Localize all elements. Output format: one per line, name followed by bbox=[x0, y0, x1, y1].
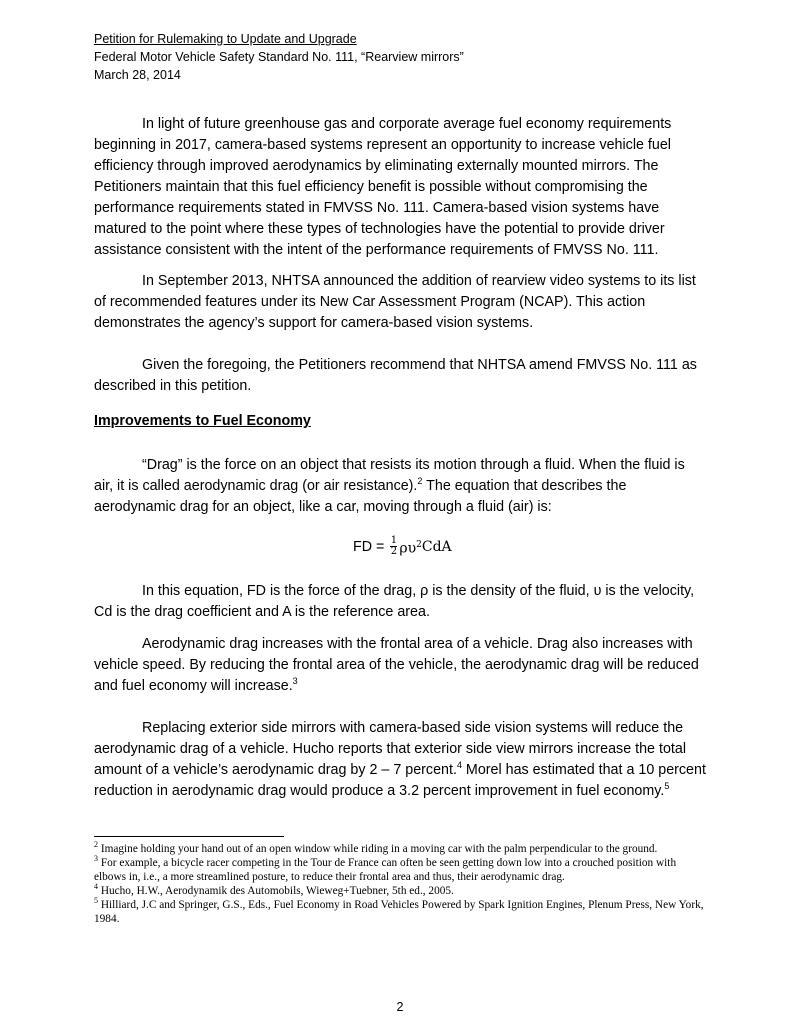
footnote-ref-3[interactable]: 3 bbox=[292, 676, 298, 687]
footnote-ref-5[interactable]: 5 bbox=[664, 781, 670, 792]
footnote-2: $^2$ Imagine holding your hand out of an open window while riding in a moving car with the palm perpendicular to the ground. bbox=[94, 840, 658, 855]
paragraph-frontal-area bbox=[94, 634, 706, 697]
footnote-5: $^5$ Hilliard, J.C and Springer, G.S., Eds., Fuel Economy in Road Vehicles Powered by Spark Ignition Engines, Plenum Press, New York, 1984. bbox=[94, 896, 704, 925]
page-header bbox=[94, 30, 464, 84]
page-number: 2 bbox=[396, 1000, 404, 1014]
header-subtitle: Federal Motor Vehicle Safety Standard No. 111, “Rearview mirrors” bbox=[94, 50, 464, 64]
paragraph-side-mirrors bbox=[94, 718, 706, 802]
section-heading: Improvements to Fuel Economy bbox=[94, 413, 311, 429]
equation-cda: CdA bbox=[421, 538, 452, 555]
equation-fraction bbox=[390, 536, 397, 557]
fraction-denominator: 2 bbox=[390, 546, 398, 558]
footnotes bbox=[94, 842, 706, 926]
drag-text-a: “Drag” is the force on an object that resists its motion through a fluid. When the fluid is air, it is called aerodynamic drag (or air resistance). bbox=[94, 457, 685, 494]
equation-lhs: FD = bbox=[353, 538, 385, 555]
header-title: Petition for Rulemaking to Update and Upgrade bbox=[94, 32, 357, 46]
drag-equation bbox=[353, 535, 452, 559]
footnote-ref-2[interactable]: 2 bbox=[417, 476, 423, 487]
side-mirrors-text-b: Morel has estimated that a 10 percent reduction in aerodynamic drag would produce a 3.2 percent improvement in fuel economy. bbox=[94, 762, 706, 799]
footnote-4: $^4$ Hucho, H.W., Aerodynamik des Automobils, Wieweg+Tuebner, 5th ed., 2005. bbox=[94, 882, 454, 897]
footnote-3: $^3$ For example, a bicycle racer competing in the Tour de France can often be seen getting down low into a crouched position with elbows in, i.e., a more streamlined posture, to reduce their frontal area and thus, their aerodynamic drag. bbox=[94, 854, 677, 883]
frontal-area-text: Aerodynamic drag increases with the frontal area of a vehicle. Drag also increases with vehicle speed. By reducing the frontal area of the vehicle, the aerodynamic drag will be reduced and fuel economy will increase. bbox=[94, 636, 699, 694]
footnote-ref-4[interactable]: 4 bbox=[456, 760, 462, 771]
paragraph-ncap: In September 2013, NHTSA announced the addition of rearview video systems to its list of recommended features under its New Car Assessment Program (NCAP). This action demonstrates the agency’s support for camera-based vision systems. bbox=[94, 273, 696, 331]
paragraph-drag-definition bbox=[94, 455, 706, 518]
drag-text-b: The equation that describes the aerodynamic drag for an object, like a car, moving through a fluid (air) is: bbox=[94, 478, 627, 515]
header-date: March 28, 2014 bbox=[94, 68, 181, 82]
paragraph-equation-explanation: In this equation, FD is the force of the drag, ρ is the density of the fluid, υ is the velocity, Cd is the drag coefficient and A is the reference area. bbox=[94, 583, 695, 620]
fraction-numerator: 1 bbox=[390, 535, 398, 547]
paragraph-recommendation: Given the foregoing, the Petitioners recommend that NHTSA amend FMVSS No. 111 as described in this petition. bbox=[94, 357, 697, 394]
equation-rho-u: $\rho\upsilon^2$ bbox=[399, 540, 422, 557]
paragraph-fuel-requirements: In light of future greenhouse gas and corporate average fuel economy requirements beginning in 2017, camera-based systems represent an opportunity to increase vehicle fuel efficiency through improved aerodynamics by eliminating externally mounted mirrors. The Petitioners maintain that this fuel efficiency benefit is possible without compromising the performance requirements stated in FMVSS No. 111. Camera-based vision systems have matured to the point where these types of technologies have the potential to provide driver assistance consistent with the intent of the performance requirements of FMVSS No. 111. bbox=[94, 116, 672, 258]
footnote-divider bbox=[94, 836, 284, 837]
side-mirrors-text-a: Replacing exterior side mirrors with camera-based side vision systems will reduce the aerodynamic drag of a vehicle. Hucho reports that exterior side view mirrors increase the total amount of a vehicle’s aerodynamic drag by 2 – 7 percent. bbox=[94, 720, 687, 778]
